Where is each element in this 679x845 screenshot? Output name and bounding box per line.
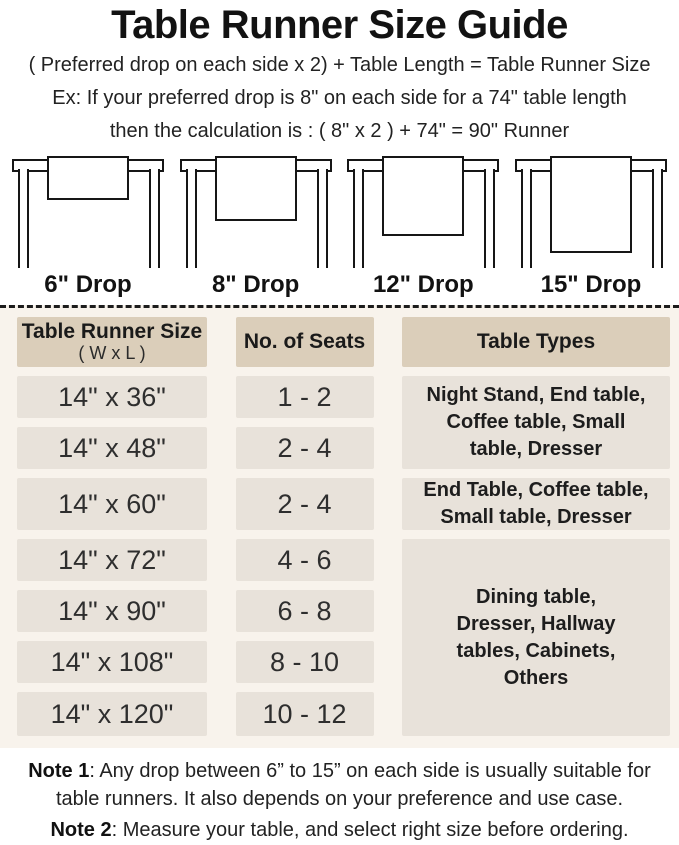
- table-leg-left: [18, 169, 29, 268]
- table-types-group-small: Night Stand, End table, Coffee table, Small table, Dresser: [402, 376, 670, 469]
- size-table-section: [0, 305, 679, 748]
- notes-block: [0, 748, 679, 845]
- size-cell: 14" x 120": [17, 692, 207, 736]
- page-title: Table Runner Size Guide: [111, 3, 568, 47]
- table-leg-right: [484, 169, 495, 268]
- drop-labels-row: [0, 271, 679, 299]
- size-cell: 14" x 108": [17, 641, 207, 683]
- drop-label-8: 8" Drop: [211, 271, 300, 298]
- seats-cell: 1 - 2: [236, 376, 374, 418]
- note-2-label: Note 2: [50, 819, 112, 842]
- table-leg-right: [149, 169, 160, 268]
- table-leg-right: [317, 169, 328, 268]
- table-runner-size-guide-page: [0, 2, 679, 842]
- formula-line: ( Preferred drop on each side x 2) + Table Length = Table Runner Size: [28, 54, 651, 76]
- seats-cell: 10 - 12: [236, 692, 374, 736]
- header-runner-size: [17, 317, 207, 367]
- size-cell: 14" x 90": [17, 590, 207, 632]
- drop-illustrations-row: [0, 156, 679, 268]
- note-1-text: : Any drop between 6” to 15” on each side is usually suitable for table runners. It also depends on your preference and use case.: [55, 760, 651, 810]
- table-leg-left: [521, 169, 532, 268]
- seats-cell: 4 - 6: [236, 539, 374, 581]
- header-no-of-seats: No. of Seats: [236, 317, 374, 367]
- table-types-group-large: Dining table, Dresser, Hallway tables, Cabinets, Others: [402, 539, 670, 736]
- note-1-label: Note 1: [28, 760, 90, 782]
- size-cell: 14" x 60": [17, 478, 207, 530]
- seats-cell: 2 - 4: [236, 478, 374, 530]
- table-illustration-6-drop: [12, 156, 164, 268]
- drop-label-12: 12" Drop: [372, 271, 474, 298]
- drop-label-15: 15" Drop: [540, 271, 642, 298]
- header-runner-size-title: Table Runner Size: [21, 320, 203, 344]
- note-2: [7, 817, 672, 845]
- size-table: [17, 317, 670, 736]
- table-illustration-15-drop: [515, 156, 667, 268]
- drop-label-6: 6" Drop: [44, 271, 132, 298]
- table-leg-right: [652, 169, 663, 268]
- seats-cell: 6 - 8: [236, 590, 374, 632]
- runner-drape-15: [550, 156, 632, 253]
- size-cell: 14" x 72": [17, 539, 207, 581]
- table-illustration-8-drop: [180, 156, 332, 268]
- table-illustration-12-drop: [347, 156, 499, 268]
- seats-cell: 2 - 4: [236, 427, 374, 469]
- example-line-1: Ex: If your preferred drop is 8" on each side for a 74" table length: [52, 87, 627, 109]
- runner-drape-6: [47, 156, 129, 200]
- note-1: [7, 758, 672, 813]
- size-cell: 14" x 48": [17, 427, 207, 469]
- table-leg-left: [186, 169, 197, 268]
- runner-drape-12: [382, 156, 464, 236]
- example-line-2: then the calculation is : ( 8" x 2 ) + 74" = 90" Runner: [109, 120, 570, 142]
- runner-drape-8: [215, 156, 297, 221]
- header-runner-size-sub: ( W x L ): [78, 343, 146, 364]
- table-types-group-medium: End Table, Coffee table, Small table, Dresser: [402, 478, 670, 530]
- header-table-types: Table Types: [402, 317, 670, 367]
- seats-cell: 8 - 10: [236, 641, 374, 683]
- note-2-text: : Measure your table, and select right size before ordering.: [111, 819, 629, 842]
- size-cell: 14" x 36": [17, 376, 207, 418]
- table-leg-left: [353, 169, 364, 268]
